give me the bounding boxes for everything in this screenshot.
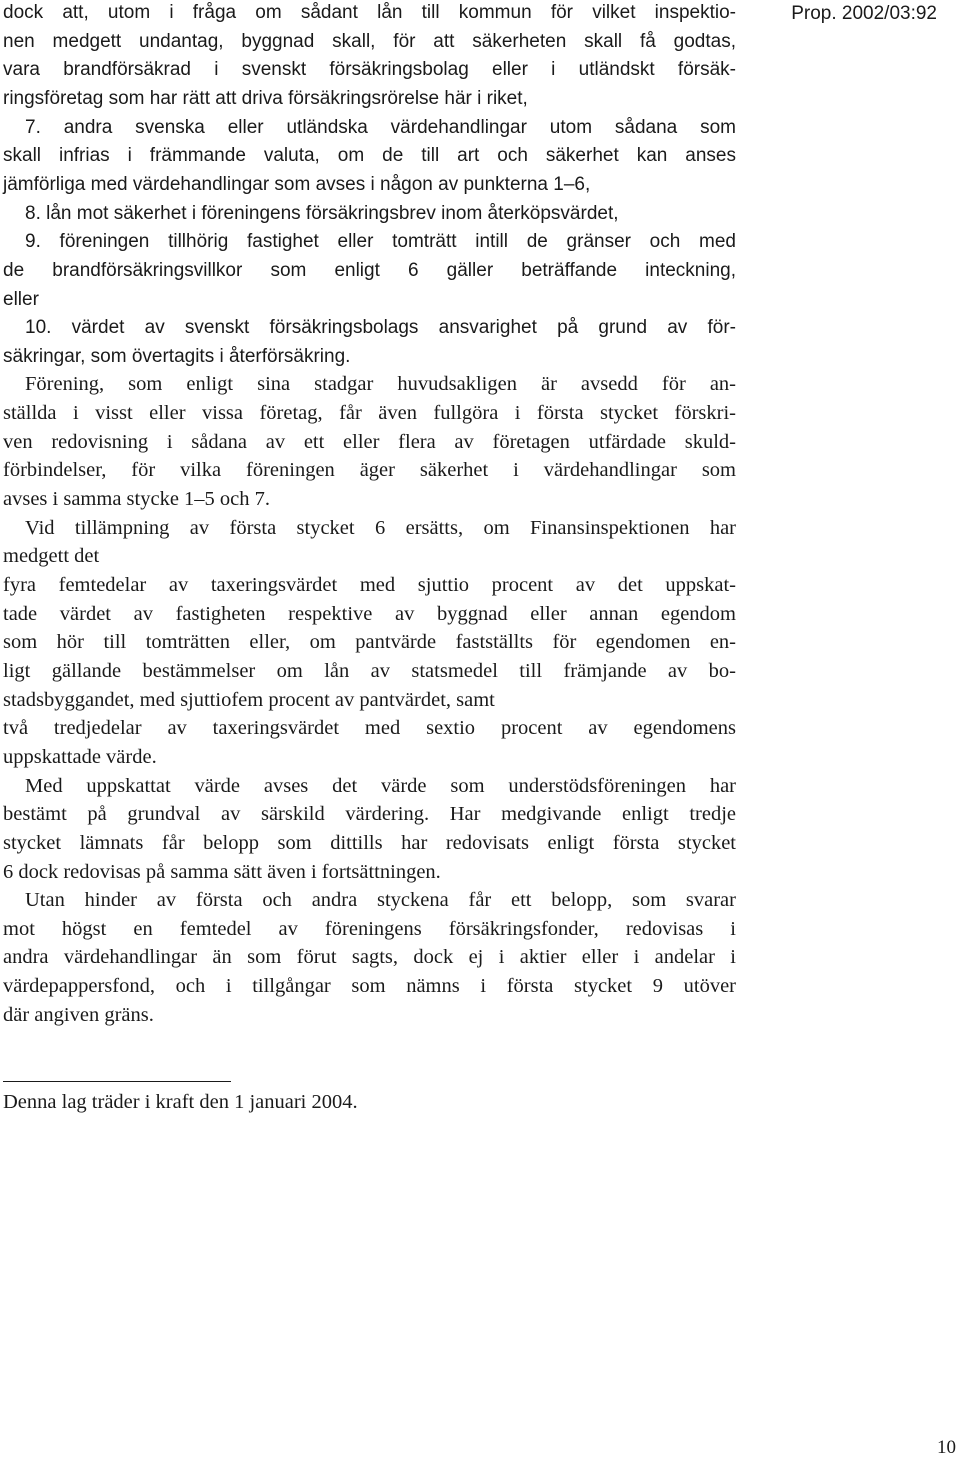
text-line: jämförliga med värdehandlingar som avses i någon av punkterna 1–6,	[3, 174, 591, 195]
text-line: säkringar, som övertagits i återförsäkring.	[3, 346, 351, 367]
text-line: ringsföretag som har rätt att driva försäkringsrörelse här i riket,	[3, 88, 528, 109]
text-line: stadsbyggandet, med sjuttiofem procent av pantvärdet, samt	[3, 689, 495, 711]
text-line: ligt gällande bestämmelser om lån av statsmedel till främjande av bo-	[3, 660, 736, 682]
text-line: andra värdehandlingar än som förut sagts, dock ej i aktier eller i andelar i	[3, 946, 736, 968]
text-line: de brandförsäkringsvillkor som enligt 6 gäller beträffande inteckning,	[3, 260, 736, 281]
footnote-rule	[3, 1081, 231, 1082]
text-line: 10. värdet av svenskt försäkringsbolags ansvarighet på grund av för-	[25, 317, 736, 338]
text-line: vara brandförsäkrad i svenskt försäkringsbolag eller i utländskt försäk-	[3, 59, 736, 80]
text-line: fyra femtedelar av taxeringsvärdet med sjuttio procent av det uppskat-	[3, 574, 736, 596]
text-line: medgett det	[3, 545, 100, 567]
text-line: värdepappersfond, och i tillgångar som nämns i första stycket 9 utöver	[3, 975, 736, 997]
text-line: Vid tillämpning av första stycket 6 ersätts, om Finansinspektionen har	[25, 517, 736, 539]
text-line: skall infrias i främmande valuta, om de till art och säkerhet kan anses	[3, 145, 736, 166]
text-line: mot högst en femtedel av föreningens försäkringsfonder, redovisas i	[3, 918, 736, 940]
text-line: ven redovisning i sådana av ett eller flera av företagen utfärdade skuld-	[3, 431, 736, 453]
text-line: där angiven gräns.	[3, 1004, 154, 1026]
text-line: Utan hinder av första och andra styckena får ett belopp, som svarar	[25, 889, 736, 911]
text-line: 8. lån mot säkerhet i föreningens försäkringsbrev inom återköpsvärdet,	[25, 203, 619, 224]
text-line: tade värdet av fastigheten respektive av byggnad eller annan egendom	[3, 603, 736, 625]
text-line: som hör till tomträtten eller, om pantvärde fastställts för egendomen en-	[3, 631, 736, 653]
margin-reference: Prop. 2002/03:92	[791, 3, 937, 24]
footnote-text: Denna lag träder i kraft den 1 januari 2004.	[3, 1091, 358, 1113]
text-line: nen medgett undantag, byggnad skall, för att säkerheten skall få godtas,	[3, 31, 736, 52]
text-line: eller	[3, 289, 39, 310]
text-line: dock att, utom i fråga om sådant lån till kommun för vilket inspektio-	[3, 2, 736, 23]
text-line: stycket lämnats får belopp som dittills har redovisats enligt första stycket	[3, 832, 736, 854]
text-line: 6 dock redovisas på samma sätt även i fortsättningen.	[3, 861, 441, 883]
text-line: avses i samma stycke 1–5 och 7.	[3, 488, 271, 510]
text-line: 9. föreningen tillhörig fastighet eller tomträtt intill de gränser och med	[25, 231, 736, 252]
page-number: 10	[937, 1437, 956, 1458]
text-line: två tredjedelar av taxeringsvärdet med sextio procent av egendomens	[3, 717, 736, 739]
text-line: Förening, som enligt sina stadgar huvudsakligen är avsedd för an-	[25, 373, 736, 395]
text-line: Med uppskattat värde avses det värde som understödsföreningen har	[25, 775, 736, 797]
text-line: bestämt på grundval av särskild värdering. Har medgivande enligt tredje	[3, 803, 736, 825]
text-line: förbindelser, för vilka föreningen äger säkerhet i värdehandlingar som	[3, 459, 736, 481]
text-line: 7. andra svenska eller utländska värdehandlingar utom sådana som	[25, 117, 736, 138]
text-line: uppskattade värde.	[3, 746, 157, 768]
text-line: ställda i visst eller vissa företag, får även fullgöra i första stycket förskri-	[3, 402, 736, 424]
